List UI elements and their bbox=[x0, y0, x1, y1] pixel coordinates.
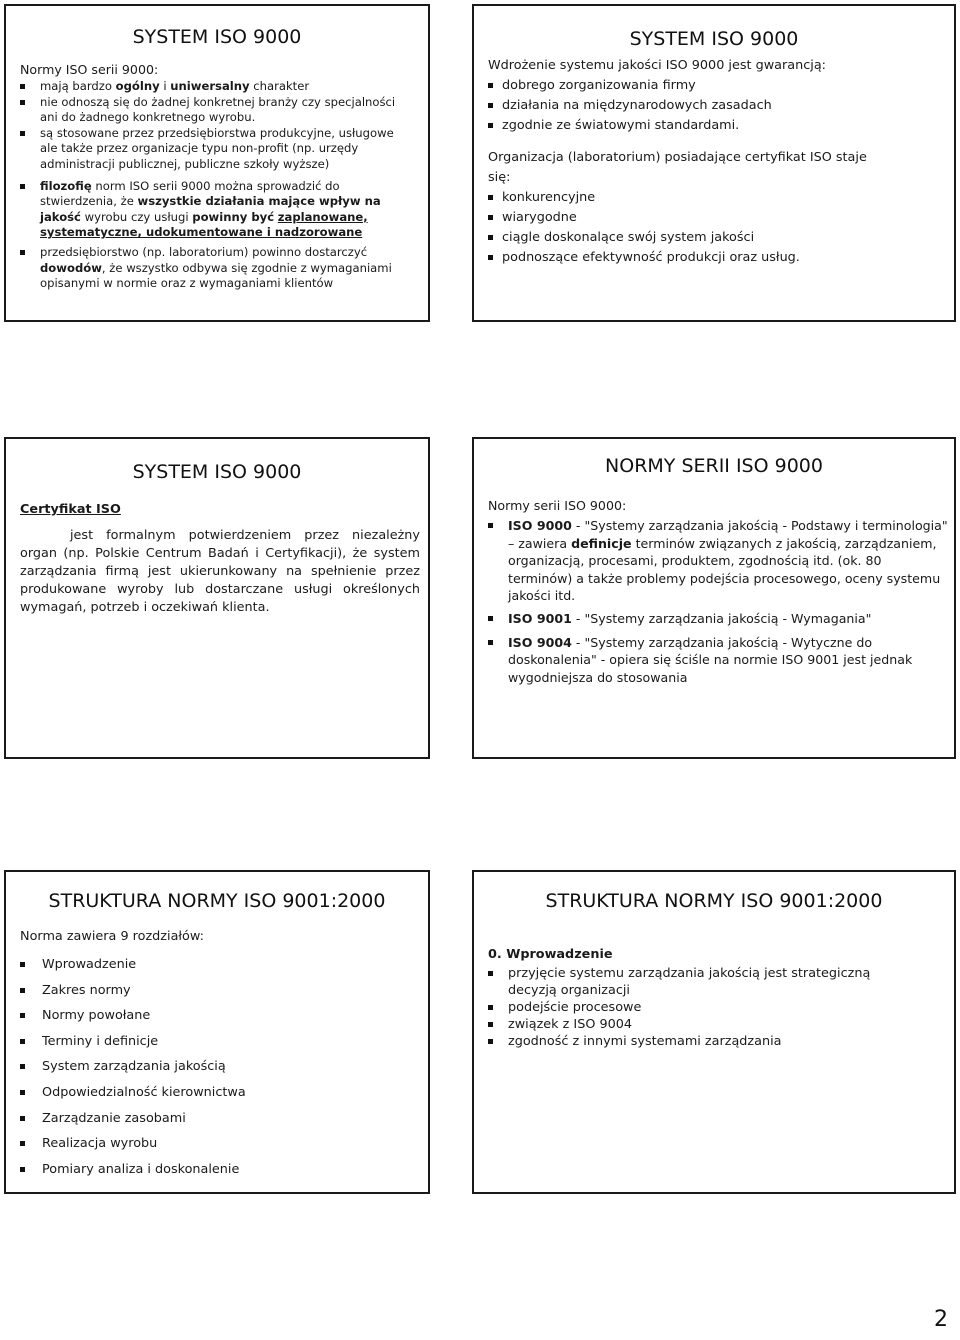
slide-title: SYSTEM ISO 9000 bbox=[132, 26, 302, 48]
list-item bbox=[20, 126, 420, 173]
slide-struktura-normy-2 bbox=[472, 870, 956, 1194]
slide-intro: Normy serii ISO 9000: bbox=[488, 498, 627, 513]
list-item: podejście procesowe bbox=[488, 999, 908, 1016]
slide-content bbox=[488, 946, 908, 1050]
list-item: Normy powołane bbox=[20, 1003, 420, 1029]
bold-text: dowodów bbox=[40, 260, 102, 275]
list-item: konkurencyjne bbox=[488, 188, 948, 208]
list-item: związek z ISO 9004 bbox=[488, 1016, 908, 1033]
slide-title: STRUKTURA NORMY ISO 9001:2000 bbox=[545, 890, 883, 912]
list-item bbox=[488, 634, 948, 686]
slide-intro: Norma zawiera 9 rozdziałów: bbox=[20, 929, 204, 944]
list-item: ciągle doskonalące swój system jakości bbox=[488, 228, 948, 248]
slide-title: STRUKTURA NORMY ISO 9001:2000 bbox=[48, 890, 386, 912]
list-item: System zarządzania jakością bbox=[20, 1054, 420, 1080]
list-item: zgodność z innymi systemami zarządzania bbox=[488, 1033, 908, 1050]
list-item bbox=[20, 179, 420, 241]
text-line: ani do żadnego konkretnego wyrobu. bbox=[40, 110, 256, 125]
list-item: działania na międzynarodowych zasadach bbox=[488, 96, 948, 116]
list-item: Wprowadzenie bbox=[20, 952, 420, 978]
page-number: 2 bbox=[934, 1307, 948, 1332]
certificate-definition: jest formalnym potwierdzeniem przez niezależny organ (np. Polskie Centrum Badań i Certyfikacji), że system zarządzania firmą jest ukierunkowany na spełnienie przez produkowane wyroby lub dostarczane usługi określonych wymagań, potrzeb i oczekiwań klienta. bbox=[20, 528, 420, 615]
list-item: Odpowiedzialność kierownictwa bbox=[20, 1080, 420, 1106]
list-item: Realizacja wyrobu bbox=[20, 1131, 420, 1157]
slide-normy-serii bbox=[472, 437, 956, 759]
bold-text: definicje bbox=[571, 535, 632, 551]
bold-text: ISO 9004 bbox=[508, 634, 572, 650]
bold-text: powinny być bbox=[192, 209, 275, 224]
text-line: administracji publicznej, publiczne szkoły wyższe) bbox=[40, 156, 330, 171]
slide-title: SYSTEM ISO 9000 bbox=[629, 28, 799, 50]
text-line: są stosowane przez przedsiębiorstwa produkcyjne, usługowe bbox=[40, 125, 394, 140]
list-item bbox=[488, 517, 948, 604]
list-item: podnoszące efektywność produkcji oraz usług. bbox=[488, 248, 948, 268]
slide-content bbox=[20, 928, 420, 1182]
list-item: zgodnie ze światowymi standardami. bbox=[488, 116, 948, 136]
text: - "Systemy zarządzania jakością - Wytyczne do doskonalenia" - opiera się ściśle na normie ISO 9001 jest jednak wygodniejsza do stosowania bbox=[508, 634, 913, 685]
text: przedsiębiorstwo (np. laboratorium) powinno dostarczyć bbox=[40, 244, 368, 259]
list-item: Pomiary analiza i doskonalenie bbox=[20, 1157, 420, 1183]
bold-text: filozofię bbox=[40, 178, 92, 193]
list-item bbox=[20, 245, 420, 292]
bold-underlined-text: Certyfikat ISO bbox=[20, 502, 121, 517]
bullet-list bbox=[20, 79, 420, 292]
bold-text: wszystkie działania mające wpływ na jakość bbox=[40, 194, 381, 224]
list-item: dobrego zorganizowania firmy bbox=[488, 76, 948, 96]
slide-system-iso-9000-2 bbox=[472, 4, 956, 322]
text: - "Systemy zarządzania jakością - Podstawy i terminologia" – zawiera bbox=[508, 518, 948, 551]
slide-intro: Wdrożenie systemu jakości ISO 9000 jest gwarancją: bbox=[488, 58, 826, 73]
bold-text: ISO 9001 bbox=[508, 611, 572, 627]
text: , że wszystko odbywa się zgodnie z wymaganiami opisanymi w normie oraz z wymaganiami klientów bbox=[40, 260, 392, 291]
slide-system-iso-9000-3 bbox=[4, 437, 430, 759]
slide-intro-2: Organizacja (laboratorium) posiadające certyfikat ISO staje się: bbox=[488, 150, 867, 185]
list-item bbox=[20, 95, 420, 126]
slide-title: SYSTEM ISO 9000 bbox=[132, 461, 302, 483]
text: - "Systemy zarządzania jakością - Wymagania" bbox=[571, 611, 872, 627]
bullet-list bbox=[488, 517, 948, 686]
bold-text: ogólny bbox=[115, 79, 160, 93]
text: terminów związanych z jakością, zarządzaniem, organizacją, procesami, produktem, zgodnością itd. (ok. 80 terminów) a także problemy podejścia procesowego, oceny systemu jakości itd. bbox=[508, 535, 941, 604]
text-line: ale także przez organizacje typu non-profit (np. urzędy bbox=[40, 141, 359, 156]
bold-text: ISO 9000 bbox=[508, 518, 572, 534]
bullet-list bbox=[488, 188, 948, 268]
text: mają bardzo bbox=[40, 79, 116, 93]
bullet-list bbox=[488, 965, 908, 1050]
text: wyrobu czy usługi bbox=[80, 209, 193, 224]
slide-content bbox=[488, 56, 948, 268]
section-heading bbox=[488, 946, 908, 963]
text: norm ISO serii 9000 można sprowadzić do stwierdzenia, że bbox=[40, 178, 340, 209]
text-line: nie odnoszą się do żadnej konkretnej branży czy specjalności bbox=[40, 94, 396, 109]
bold-text: 0. Wprowadzenie bbox=[488, 947, 613, 962]
text: i bbox=[159, 79, 171, 93]
list-item: przyjęcie systemu zarządzania jakością jest strategiczną decyzją organizacji bbox=[488, 965, 908, 999]
chapter-list bbox=[20, 952, 420, 1182]
slide-intro: Normy ISO serii 9000: bbox=[20, 62, 159, 77]
slide-system-iso-9000-1 bbox=[4, 4, 430, 322]
list-item: wiarygodne bbox=[488, 208, 948, 228]
bullet-list bbox=[488, 76, 948, 136]
slide-content bbox=[20, 61, 420, 292]
slide-content bbox=[20, 501, 420, 617]
list-item: Terminy i definicje bbox=[20, 1029, 420, 1055]
list-item: Zakres normy bbox=[20, 978, 420, 1004]
slide-struktura-normy-1 bbox=[4, 870, 430, 1194]
bold-text: uniwersalny bbox=[170, 79, 250, 93]
slide-title: NORMY SERII ISO 9000 bbox=[605, 455, 823, 477]
text: charakter bbox=[249, 79, 310, 93]
certificate-term bbox=[20, 501, 420, 519]
slide-content bbox=[488, 497, 948, 686]
list-item bbox=[488, 610, 948, 627]
bold-underlined-text: zaplanowane, systematyczne, udokumentowane i nadzorowane bbox=[40, 209, 368, 240]
list-item: Zarządzanie zasobami bbox=[20, 1106, 420, 1132]
list-item bbox=[20, 79, 420, 95]
